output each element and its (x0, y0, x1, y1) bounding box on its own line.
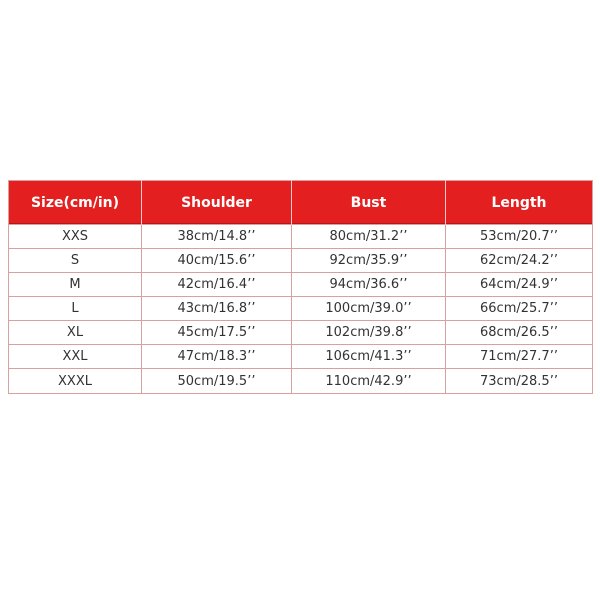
shoulder-cell: 45cm/17.5’’ (142, 321, 292, 345)
table-row (9, 297, 593, 321)
bust-cell: 110cm/42.9’’ (292, 369, 446, 394)
length-cell: 62cm/24.2’’ (446, 249, 593, 273)
header-row (9, 181, 593, 225)
shoulder-cell: 50cm/19.5’’ (142, 369, 292, 394)
size-cell: XXL (9, 345, 142, 369)
size-chart-header (9, 181, 593, 225)
shoulder-cell: 38cm/14.8’’ (142, 225, 292, 249)
size-chart-body (9, 225, 593, 394)
size-cell: XXXL (9, 369, 142, 394)
table-row (9, 369, 593, 394)
header-bust: Bust (292, 181, 446, 225)
table-row (9, 273, 593, 297)
bust-cell: 92cm/35.9’’ (292, 249, 446, 273)
length-cell: 71cm/27.7’’ (446, 345, 593, 369)
length-cell: 73cm/28.5’’ (446, 369, 593, 394)
length-cell: 64cm/24.9’’ (446, 273, 593, 297)
header-length: Length (446, 181, 593, 225)
header-shoulder: Shoulder (142, 181, 292, 225)
length-cell: 66cm/25.7’’ (446, 297, 593, 321)
table-row (9, 225, 593, 249)
shoulder-cell: 42cm/16.4’’ (142, 273, 292, 297)
shoulder-cell: 43cm/16.8’’ (142, 297, 292, 321)
table-row (9, 249, 593, 273)
size-cell: L (9, 297, 142, 321)
bust-cell: 102cm/39.8’’ (292, 321, 446, 345)
length-cell: 68cm/26.5’’ (446, 321, 593, 345)
table-row (9, 345, 593, 369)
header-size: Size(cm/in) (9, 181, 142, 225)
bust-cell: 100cm/39.0’’ (292, 297, 446, 321)
shoulder-cell: 40cm/15.6’’ (142, 249, 292, 273)
size-cell: S (9, 249, 142, 273)
bust-cell: 94cm/36.6’’ (292, 273, 446, 297)
size-cell: XL (9, 321, 142, 345)
size-chart-table (8, 180, 593, 394)
shoulder-cell: 47cm/18.3’’ (142, 345, 292, 369)
table-row (9, 321, 593, 345)
size-cell: XXS (9, 225, 142, 249)
bust-cell: 80cm/31.2’’ (292, 225, 446, 249)
size-cell: M (9, 273, 142, 297)
bust-cell: 106cm/41.3’’ (292, 345, 446, 369)
length-cell: 53cm/20.7’’ (446, 225, 593, 249)
